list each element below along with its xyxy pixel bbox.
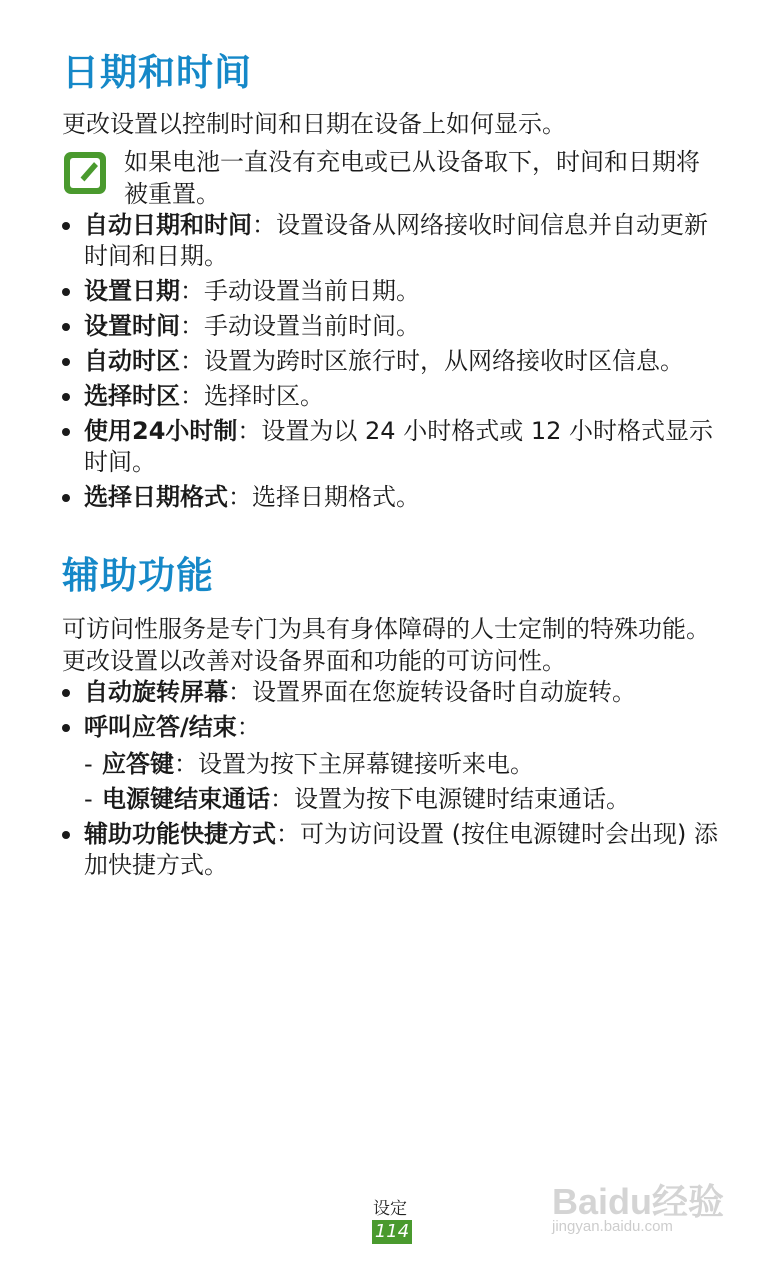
list-item	[62, 416, 722, 478]
bullet-icon	[62, 494, 70, 502]
list-item	[62, 346, 722, 377]
list-item	[62, 311, 722, 342]
section-intro-accessibility: 可访问性服务是专门为具有身体障碍的人士定制的特殊功能。更改设置以改善对设备界面和功能的可访问性。	[62, 615, 710, 675]
footer-section-name: 设定	[373, 1199, 407, 1219]
page-content	[62, 48, 722, 881]
item-separator: ：	[180, 347, 204, 375]
baidu-watermark	[552, 1166, 752, 1246]
subitem-term: 应答键	[102, 750, 174, 778]
item-term: 选择时区	[84, 382, 180, 410]
bullet-icon	[62, 724, 70, 732]
item-separator: ：	[252, 211, 276, 239]
item-separator: ：	[237, 417, 262, 445]
sub-list-item	[84, 784, 722, 815]
item-term: 自动日期和时间	[84, 211, 252, 239]
subitem-term: 电源键结束通话	[102, 785, 270, 813]
item-separator: ：	[276, 820, 300, 848]
dash-marker: -	[84, 785, 93, 813]
note-box	[62, 146, 722, 210]
bullet-icon	[62, 831, 70, 839]
subitem-separator: ：	[270, 785, 294, 813]
item-separator: ：	[228, 483, 252, 511]
item-description: 手动设置当前时间。	[204, 312, 420, 340]
subitem-description: 设置为按下电源键时结束通话。	[294, 785, 630, 813]
list-item	[62, 210, 722, 272]
item-description: 设置为以 24 小时格式或 12 小时格式显示时间。	[84, 417, 713, 476]
list-item	[62, 381, 722, 412]
bullet-icon	[62, 323, 70, 331]
item-separator: ：	[180, 312, 204, 340]
item-term: 自动时区	[84, 347, 180, 375]
item-description: 设置界面在您旋转设备时自动旋转。	[252, 678, 636, 706]
accessibility-settings-list	[62, 677, 722, 881]
list-item	[62, 712, 722, 815]
item-term: 辅助功能快捷方式	[84, 820, 276, 848]
call-answer-end-sublist	[84, 749, 722, 815]
list-item	[62, 482, 722, 513]
section-intro-date-time: 更改设置以控制时间和日期在设备上如何显示。	[62, 110, 566, 138]
item-term: 自动旋转屏幕	[84, 678, 228, 706]
note-text: 如果电池一直没有充电或已从设备取下，时间和日期将被重置。	[124, 148, 700, 208]
item-separator: ：	[180, 277, 204, 305]
list-item	[62, 819, 722, 881]
bullet-icon	[62, 689, 70, 697]
item-description: 设置为跨时区旅行时，从网络接收时区信息。	[204, 347, 684, 375]
item-description: 设置设备从网络接收时间信息并自动更新时间和日期。	[84, 211, 708, 270]
watermark-url: jingyan.baidu.com	[552, 1218, 673, 1235]
item-separator: ：	[236, 713, 261, 741]
item-description: 选择日期格式。	[252, 483, 420, 511]
item-term: 呼叫应答/结束	[84, 713, 237, 741]
item-description: 选择时区。	[204, 382, 324, 410]
section-title-accessibility: 辅助功能	[62, 554, 214, 597]
subitem-description: 设置为按下主屏幕键接听来电。	[198, 750, 534, 778]
list-item	[62, 276, 722, 307]
subitem-separator: ：	[174, 750, 198, 778]
item-description: 可为访问设置 (按住电源键时会出现) 添加快捷方式。	[84, 820, 718, 879]
bullet-icon	[62, 358, 70, 366]
dash-marker: -	[84, 750, 93, 778]
watermark-logo-text: Baidu经验	[552, 1181, 725, 1222]
item-separator: ：	[228, 678, 252, 706]
bullet-icon	[62, 222, 70, 230]
date-time-settings-list	[62, 210, 722, 513]
note-pencil-icon	[62, 150, 108, 196]
sub-list-item	[84, 749, 722, 780]
item-separator: ：	[180, 382, 204, 410]
item-term: 选择日期格式	[84, 483, 228, 511]
bullet-icon	[62, 288, 70, 296]
page-number-badge: 114	[372, 1220, 412, 1244]
bullet-icon	[62, 428, 70, 436]
list-item	[62, 677, 722, 708]
section-title-date-time: 日期和时间	[62, 51, 252, 94]
item-term: 使用24小时制	[84, 417, 238, 445]
item-term: 设置时间	[84, 312, 180, 340]
item-term: 设置日期	[84, 277, 180, 305]
bullet-icon	[62, 393, 70, 401]
item-description: 手动设置当前日期。	[204, 277, 420, 305]
